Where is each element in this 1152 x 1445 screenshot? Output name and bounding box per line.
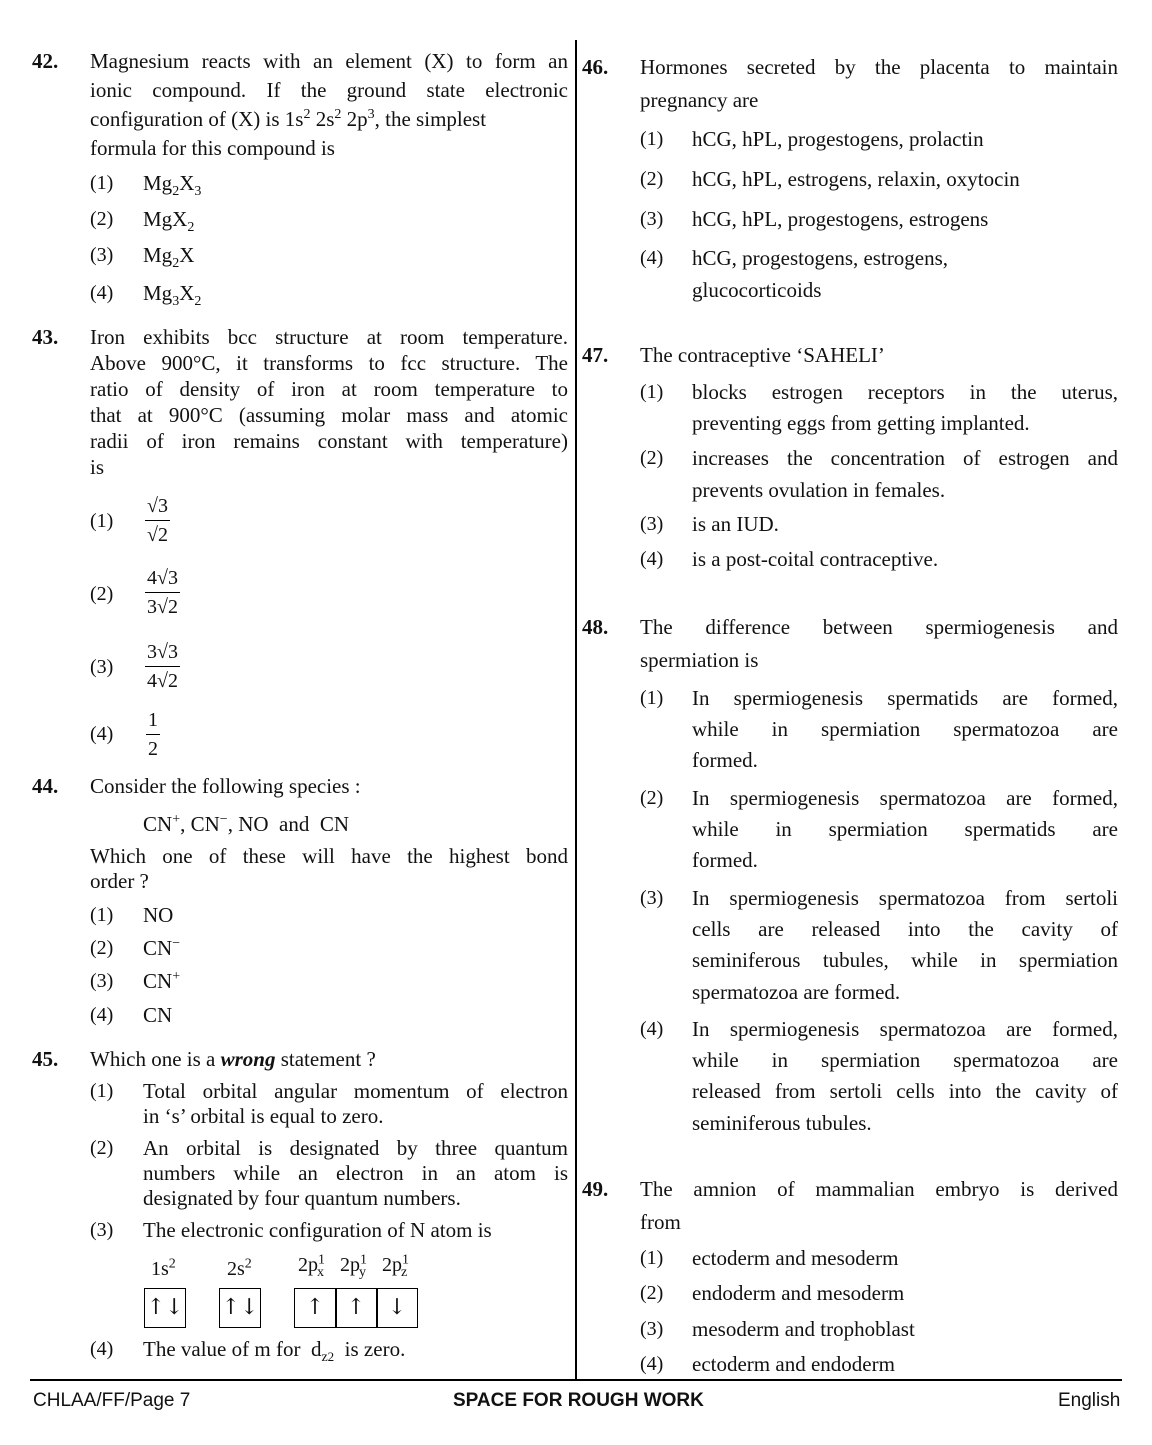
option-text: hCG, hPL, estrogens, relaxin, oxytocin bbox=[692, 167, 1020, 191]
option-text: endoderm and mesoderm bbox=[692, 1281, 905, 1305]
fraction: $\frac{4√3}{3√2}$ bbox=[147, 567, 178, 618]
option-number: (4) bbox=[640, 1353, 664, 1375]
question-text-line: ionic compound. If the ground state electronic bbox=[90, 78, 568, 102]
option-number: (3) bbox=[640, 887, 664, 909]
option-text: NO bbox=[143, 903, 174, 927]
language-label: English bbox=[1058, 1390, 1121, 1411]
question-text-line: formula for this compound is bbox=[90, 136, 335, 160]
question-number: 49. bbox=[582, 1177, 609, 1201]
option-text: increases the concentration of estrogen and bbox=[692, 446, 1118, 470]
option-number: (1) bbox=[90, 1080, 114, 1102]
option-number: (3) bbox=[90, 244, 114, 266]
species-list: CN+, CN−, NO and CN bbox=[143, 812, 350, 836]
question-number: 47. bbox=[582, 343, 609, 367]
option-number: (3) bbox=[90, 970, 114, 992]
option-text: CN+ bbox=[143, 969, 181, 993]
option-text: is an IUD. bbox=[692, 512, 779, 536]
option-number: (3) bbox=[640, 208, 664, 230]
question-text-line: Above 900°C, it transforms to fcc structure. The bbox=[90, 351, 568, 375]
orbital-diagram bbox=[143, 1252, 443, 1332]
fraction: $\frac{1}{2}$ bbox=[148, 709, 158, 760]
question-text-line: that at 900°C (assuming molar mass and atomic bbox=[90, 403, 568, 427]
option-text: is a post-coital contraceptive. bbox=[692, 547, 939, 571]
option-text: while in spermiation spermatozoa are bbox=[692, 1048, 1118, 1072]
orbital-label: $2p^1_z$ bbox=[382, 1252, 409, 1280]
option-number: (1) bbox=[640, 128, 664, 150]
option-text: in ‘s’ orbital is equal to zero. bbox=[143, 1104, 384, 1128]
up-arrow-icon: ↑ bbox=[221, 1295, 240, 1320]
question-text-line: order ? bbox=[90, 869, 149, 893]
option-text: $Mg_2X$ bbox=[143, 243, 195, 272]
option-text: ectoderm and endoderm bbox=[692, 1352, 895, 1376]
option-number: (2) bbox=[90, 208, 114, 230]
orbital-box-1s bbox=[144, 1288, 186, 1328]
option-text: CN− bbox=[143, 936, 181, 960]
question-text-line: from bbox=[640, 1210, 681, 1234]
question-text-line: Hormones secreted by the placenta to maintain bbox=[640, 55, 1118, 79]
up-arrow-icon: ↑ bbox=[146, 1295, 165, 1320]
orbital-label: $2p^1_x$ bbox=[298, 1252, 325, 1280]
option-number: (1) bbox=[640, 687, 664, 709]
option-text: hCG, hPL, progestogens, prolactin bbox=[692, 127, 984, 151]
question-text-line: radii of iron remains constant with temperature) bbox=[90, 429, 568, 453]
option-text: seminiferous tubules, while in spermiation bbox=[692, 948, 1118, 972]
option-number: (2) bbox=[640, 447, 664, 469]
up-arrow-icon: ↑ bbox=[305, 1295, 325, 1320]
option-text: seminiferous tubules. bbox=[692, 1111, 872, 1135]
option-number: (4) bbox=[640, 548, 664, 570]
option-text: $Mg_2X_3$ bbox=[143, 171, 202, 200]
question-text-line: Consider the following species : bbox=[90, 774, 361, 798]
question-text-line: Iron exhibits bcc structure at room temperature. bbox=[90, 325, 568, 349]
option-number: (4) bbox=[90, 723, 114, 745]
option-number: (3) bbox=[640, 513, 664, 535]
down-arrow-icon: ↓ bbox=[387, 1295, 407, 1320]
option-text: Total orbital angular momentum of electron bbox=[143, 1079, 568, 1103]
option-text: An orbital is designated by three quantum bbox=[143, 1136, 568, 1160]
option-number: (4) bbox=[90, 282, 114, 304]
option-text: formed. bbox=[692, 848, 758, 872]
option-text: In spermiogenesis spermatozoa from sertoli bbox=[692, 886, 1118, 910]
question-text-line: Which one is a wrong statement ? bbox=[90, 1047, 376, 1071]
down-arrow-icon: ↓ bbox=[240, 1295, 259, 1320]
option-text: $Mg_3X_2$ bbox=[143, 281, 202, 310]
question-text-line: The difference between spermiogenesis and bbox=[640, 615, 1118, 639]
option-number: (3) bbox=[90, 1219, 114, 1241]
question-number: 42. bbox=[32, 49, 59, 73]
orbital-box-2s bbox=[219, 1288, 261, 1328]
option-number: (1) bbox=[640, 1247, 664, 1269]
option-number: (2) bbox=[640, 168, 664, 190]
question-text-line: Magnesium reacts with an element (X) to form an bbox=[90, 49, 568, 73]
option-text: formed. bbox=[692, 748, 758, 772]
option-text: prevents ovulation in females. bbox=[692, 478, 946, 502]
down-arrow-icon: ↓ bbox=[165, 1295, 184, 1320]
question-text-line: The contraceptive ‘SAHELI’ bbox=[640, 343, 885, 367]
option-text: mesoderm and trophoblast bbox=[692, 1317, 915, 1341]
option-number: (4) bbox=[640, 247, 664, 269]
orbital-label: $1s^2$ bbox=[151, 1256, 176, 1280]
option-text: The value of m for $d_{z2}$ is zero. bbox=[143, 1337, 406, 1366]
option-text: In spermiogenesis spermatozoa are formed, bbox=[692, 786, 1118, 810]
option-number: (1) bbox=[90, 510, 114, 532]
option-text: MgX$_2$ bbox=[143, 207, 195, 236]
option-number: (3) bbox=[90, 656, 114, 678]
option-text: cells are released into the cavity of bbox=[692, 917, 1118, 941]
orbital-label: $2s^2$ bbox=[227, 1256, 252, 1280]
option-text: ectoderm and mesoderm bbox=[692, 1246, 899, 1270]
option-number: (1) bbox=[640, 381, 664, 403]
option-text: while in spermiation spermatozoa are bbox=[692, 717, 1118, 741]
question-number: 48. bbox=[582, 615, 609, 639]
question-number: 46. bbox=[582, 55, 609, 79]
question-text-line: configuration of (X) is $1s^2$ $2s^2$ $2p^3$, the simplest bbox=[90, 107, 487, 131]
question-number: 45. bbox=[32, 1047, 59, 1071]
option-text: In spermiogenesis spermatozoa are formed, bbox=[692, 1017, 1118, 1041]
fraction: $\frac{√3}{√2}$ bbox=[147, 495, 168, 546]
question-text-line: is bbox=[90, 455, 105, 479]
option-number: (3) bbox=[640, 1318, 664, 1340]
question-text-line: pregnancy are bbox=[640, 88, 759, 112]
up-arrow-icon: ↑ bbox=[346, 1295, 366, 1320]
question-text-line: spermiation is bbox=[640, 648, 759, 672]
orbital-box-2p bbox=[294, 1288, 418, 1328]
option-text: CN bbox=[143, 1003, 173, 1027]
column-divider bbox=[575, 40, 577, 1380]
option-text: glucocorticoids bbox=[692, 278, 822, 302]
page-code: CHLAA/FF/Page 7 bbox=[33, 1390, 191, 1411]
option-number: (2) bbox=[90, 1137, 114, 1159]
footer-rule bbox=[30, 1379, 1122, 1381]
option-number: (1) bbox=[90, 172, 114, 194]
option-text: designated by four quantum numbers. bbox=[143, 1186, 461, 1210]
question-number: 44. bbox=[32, 774, 59, 798]
option-text: spermatozoa are formed. bbox=[692, 980, 901, 1004]
option-number: (4) bbox=[640, 1018, 664, 1040]
option-number: (2) bbox=[90, 583, 114, 605]
option-number: (2) bbox=[640, 1282, 664, 1304]
option-number: (1) bbox=[90, 904, 114, 926]
fraction: $\frac{3√3}{4√2}$ bbox=[147, 641, 178, 692]
option-text: numbers while an electron in an atom is bbox=[143, 1161, 568, 1185]
option-text: In spermiogenesis spermatids are formed, bbox=[692, 686, 1118, 710]
option-text: hCG, progestogens, estrogens, bbox=[692, 246, 949, 270]
question-text-line: ratio of density of iron at room temperature to bbox=[90, 377, 568, 401]
question-number: 43. bbox=[32, 325, 59, 349]
option-number: (4) bbox=[90, 1338, 114, 1360]
question-text-line: The amnion of mammalian embryo is derived bbox=[640, 1177, 1118, 1201]
option-text: preventing eggs from getting implanted. bbox=[692, 411, 1030, 435]
option-text: released from sertoli cells into the cavity of bbox=[692, 1079, 1118, 1103]
option-text: The electronic configuration of N atom is bbox=[143, 1218, 492, 1242]
question-text-line: Which one of these will have the highest bond bbox=[90, 844, 568, 868]
rough-work-label: SPACE FOR ROUGH WORK bbox=[453, 1390, 704, 1411]
orbital-label: $2p^1_y$ bbox=[340, 1252, 367, 1280]
option-text: hCG, hPL, progestogens, estrogens bbox=[692, 207, 989, 231]
option-text: blocks estrogen receptors in the uterus, bbox=[692, 380, 1118, 404]
option-number: (2) bbox=[90, 937, 114, 959]
option-number: (4) bbox=[90, 1004, 114, 1026]
option-number: (2) bbox=[640, 787, 664, 809]
option-text: while in spermiation spermatids are bbox=[692, 817, 1118, 841]
